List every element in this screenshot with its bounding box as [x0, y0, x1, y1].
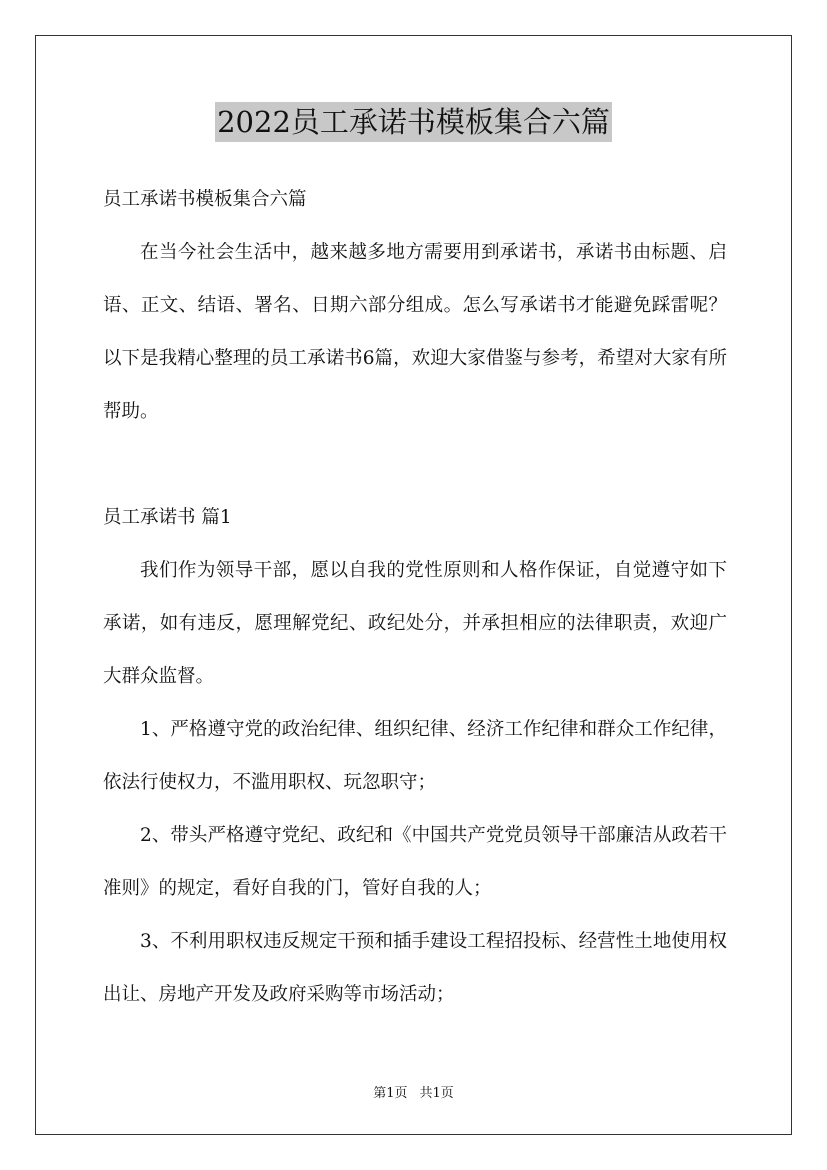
section-spacer — [103, 438, 727, 491]
body-paragraph-4: 3、不利用职权违反规定干预和插手建设工程招投标、经营性土地使用权出让、房地产开发及政府采购等市场活动； — [103, 931, 727, 1005]
page-footer — [0, 1082, 827, 1101]
title-container — [0, 102, 827, 142]
intro-paragraph: 在当今社会生活中，越来越多地方需要用到承诺书，承诺书由标题、启语、正文、结语、署名、日期六部分组成。怎么写承诺书才能避免踩雷呢？以下是我精心整理的员工承诺书6篇，欢迎大家借鉴与参考，希望对大家有所帮助。 — [103, 242, 727, 422]
body-paragraph-3: 2、带头严格遵守党纪、政纪和《中国共产党党员领导干部廉洁从政若干准则》的规定，看好自我的门，管好自我的人； — [103, 825, 727, 899]
document-subtitle: 员工承诺书模板集合六篇 — [103, 189, 307, 210]
body-paragraph-1: 我们作为领导干部，愿以自我的党性原则和人格作保证，自觉遵守如下承诺，如有违反，愿理解党纪、政纪处分，并承担相应的法律职责，欢迎广大群众监督。 — [103, 560, 727, 687]
section-heading: 员工承诺书 篇1 — [103, 507, 232, 528]
page-number: 第1页 — [373, 1086, 408, 1101]
body-paragraph-2: 1、严格遵守党的政治纪律、组织纪律、经济工作纪律和群众工作纪律，依法行使权力，不滥用职权、玩忽职守； — [103, 719, 727, 793]
page-total: 共1页 — [419, 1086, 454, 1101]
document-body — [103, 173, 727, 1021]
document-title: 2022员工承诺书模板集合六篇 — [215, 102, 612, 142]
